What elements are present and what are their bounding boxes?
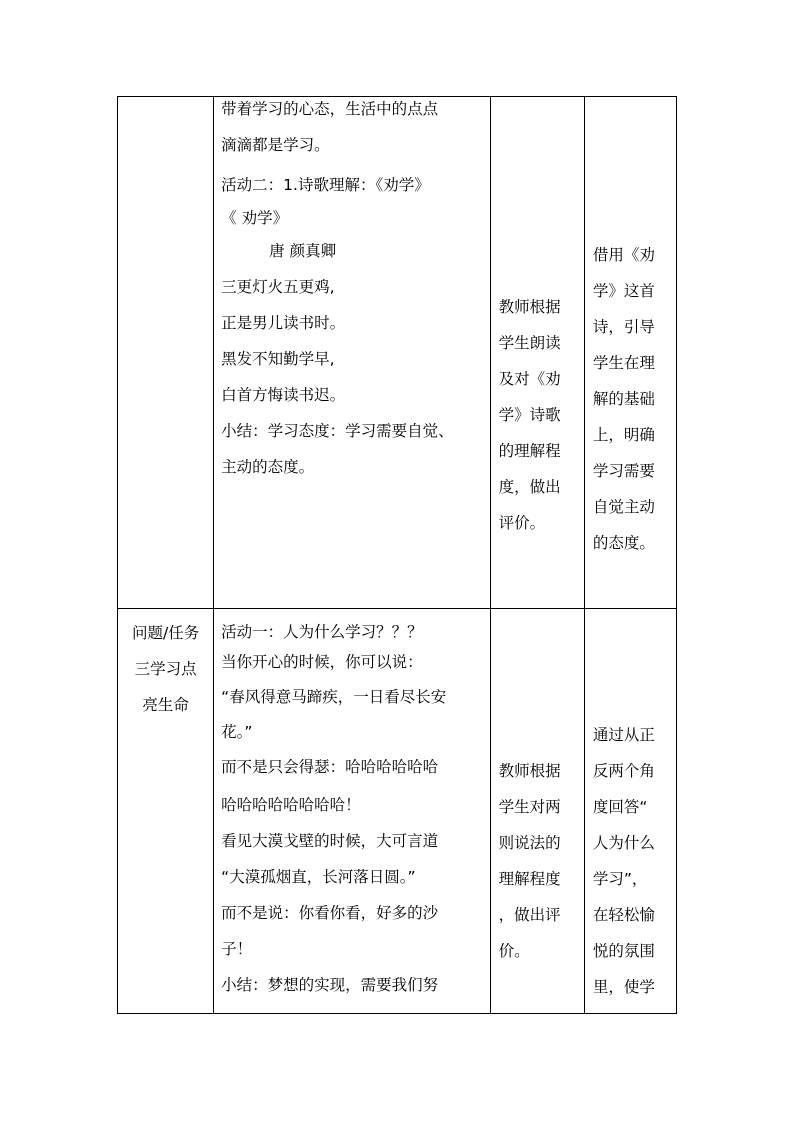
evaluation-cell	[490, 97, 584, 609]
poem-author: 唐 颜真卿	[269, 242, 337, 260]
stage-cell	[118, 609, 214, 1014]
evaluation-line: 度，做出	[498, 477, 561, 496]
poem-line: 三更灯火五更鸡,	[221, 278, 335, 296]
table-row-task-three	[118, 609, 677, 1014]
activity-line: 活动二：1.诗歌理解：《劝学》	[221, 176, 430, 194]
intent-line: 学习”，	[592, 870, 648, 888]
intent-line: 人为什么	[592, 834, 655, 852]
intent-line: 借用《劝	[592, 245, 655, 264]
lesson-plan-table	[117, 96, 677, 1014]
activity-cell	[214, 609, 490, 1014]
evaluation-cell	[490, 609, 584, 1014]
evaluation-line: 的理解程	[498, 441, 561, 460]
evaluation-line: 学生对两	[498, 798, 561, 816]
intent-line: 解的基础	[592, 389, 655, 408]
design-intent-cell	[584, 97, 676, 609]
intent-line: 诗，引导	[592, 317, 655, 336]
activity-line: 花。”	[221, 723, 253, 741]
activity-line: 子！	[221, 940, 253, 958]
activity-line: 当你开心的时候，你可以说：	[221, 653, 423, 671]
intent-line: 学生在理	[592, 353, 655, 372]
intent-line: 的态度。	[592, 533, 655, 552]
summary-line: 主动的态度。	[221, 458, 315, 476]
evaluation-line: 则说法的	[498, 834, 561, 852]
activity-line: 看见大漠戈壁的时候，大可言道	[221, 832, 439, 850]
evaluation-line: 理解程度	[498, 870, 561, 888]
design-intent-cell	[584, 609, 676, 1014]
evaluation-line: 学生朗读	[498, 333, 561, 352]
stage-line: 三学习点	[134, 660, 197, 678]
evaluation-line: 价。	[498, 942, 530, 960]
stage-line: 问题/任务	[131, 624, 200, 642]
evaluation-line: ，做出评	[498, 906, 561, 924]
activity-line: 活动一：人为什么学习？？？	[221, 623, 423, 641]
evaluation-line: 及对《劝	[498, 369, 561, 388]
stage-line: 亮生命	[142, 696, 189, 714]
activity-line: 而不是只会得瑟：哈哈哈哈哈哈	[221, 758, 439, 776]
stage-cell	[118, 97, 214, 609]
activity-line: 带着学习的心态，生活中的点点	[221, 100, 439, 118]
intent-line: 度回答“	[592, 798, 648, 816]
summary-line: 小结：梦想的实现，需要我们努	[221, 976, 439, 994]
activity-line: “春风得意马蹄疾，一日看尽长安	[221, 688, 447, 706]
intent-line: 自觉主动	[592, 497, 655, 516]
evaluation-line: 评价。	[498, 513, 546, 532]
intent-line: 反两个角	[592, 762, 655, 780]
poem-line: 黑发不知勤学早,	[221, 350, 335, 368]
evaluation-line: 学》诗歌	[498, 405, 561, 424]
poem-line: 正是男儿读书时。	[221, 314, 346, 332]
intent-line: 在轻松愉	[592, 906, 655, 924]
activity-line: 哈哈哈哈哈哈哈哈！	[221, 796, 361, 814]
intent-line: 学习需要	[592, 461, 655, 480]
poem-title: 《 劝学》	[221, 209, 289, 227]
summary-line: 小结：学习态度：学习需要自觉、	[221, 422, 454, 440]
evaluation-line: 教师根据	[498, 762, 561, 780]
intent-line: 通过从正	[592, 726, 655, 744]
intent-line: 悦的氛围	[592, 942, 655, 960]
activity-line: “大漠孤烟直，长河落日圆。”	[221, 868, 416, 886]
activity-cell	[214, 97, 490, 609]
poem-line: 白首方悔读书迟。	[221, 386, 346, 404]
intent-line: 里，使学	[592, 978, 655, 996]
evaluation-line: 教师根据	[498, 297, 561, 316]
activity-line: 而不是说：你看你看，好多的沙	[221, 904, 439, 922]
activity-line: 滴滴都是学习。	[221, 136, 330, 154]
intent-line: 上，明确	[592, 425, 655, 444]
table-row-activity-two	[118, 97, 677, 609]
intent-line: 学》这首	[592, 281, 655, 300]
